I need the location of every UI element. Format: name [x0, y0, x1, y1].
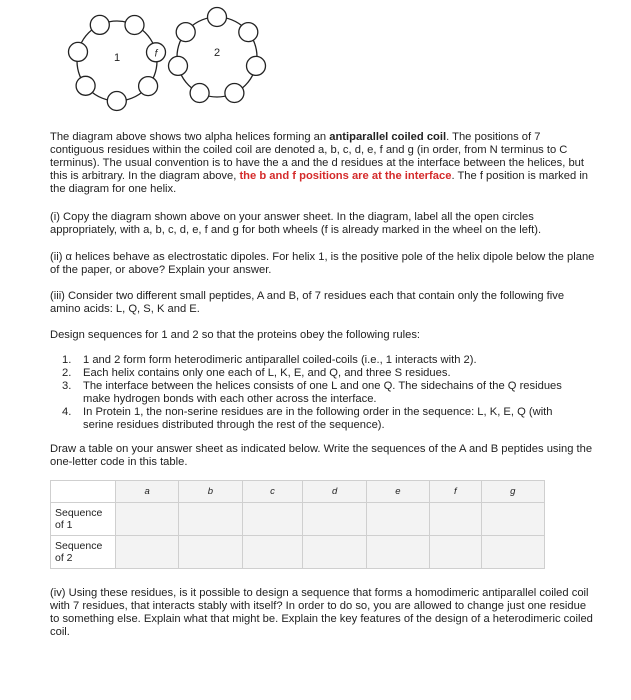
row-label-sequence-2: Sequence of 2 [51, 536, 116, 569]
table-cell [242, 536, 303, 569]
residue-circle [208, 8, 227, 27]
residue-circle [190, 84, 209, 103]
table-cell [430, 536, 482, 569]
draw-table-instruction: Draw a table on your answer sheet as indicated below. Write the sequences of the A and B peptides using the one-letter code in this table. [50, 443, 593, 468]
residue-circle [225, 84, 244, 103]
table-cell [242, 503, 303, 536]
table-header-row [51, 481, 545, 503]
residue-circle [239, 23, 258, 42]
residue-circle [139, 77, 158, 96]
interface-highlight: the b and f positions are at the interface [239, 170, 452, 182]
question-2: (ii) α helices behave as electrostatic dipoles. For helix 1, is the positive pole of the helix dipole below the plane of the paper, or above? Explain your answer. [50, 251, 595, 276]
table-cell [179, 536, 242, 569]
f-position-label: f [154, 48, 158, 60]
column-header-g: g [481, 481, 544, 503]
helix-2-label: 2 [213, 47, 221, 59]
helical-wheel-diagram [55, 5, 285, 115]
table-cell [116, 536, 179, 569]
table-cell [366, 536, 429, 569]
design-instruction: Design sequences for 1 and 2 so that the proteins obey the following rules: [50, 329, 421, 341]
table-cell [116, 503, 179, 536]
column-header-f: f [430, 481, 482, 503]
sequence-table [50, 480, 545, 569]
column-header-e: e [366, 481, 429, 503]
residue-circle [107, 92, 126, 111]
table-cell [179, 503, 242, 536]
residue-circle [69, 42, 88, 61]
table-cell [366, 503, 429, 536]
residue-circle [176, 23, 195, 42]
column-header-c: c [242, 481, 303, 503]
table-cell [303, 536, 366, 569]
antiparallel-coiled-coil-term: antiparallel coiled coil [329, 131, 447, 143]
row-label-sequence-1: Sequence of 1 [51, 503, 116, 536]
residue-circle [76, 76, 95, 95]
intro-paragraph: The diagram above shows two alpha helices forming an antiparallel coiled coil. The positions of 7 contiguous residues within the coiled coil are denoted a, b, c, d, e, f and g (in order, from N terminus to C terminus). The usual convention is to have the a and the d residues at the interface between the helices, but this is arbitrary. In the diagram above, the b and f positions are at the interface. The f position is marked in the diagram for one helix. [50, 131, 589, 195]
residue-circle [90, 15, 109, 34]
table-cell [481, 536, 544, 569]
helix-1-label: 1 [113, 52, 121, 64]
residue-circle [169, 56, 188, 75]
question-3: (iii) Consider two different small peptides, A and B, of 7 residues each that contain only the following five amino acids: L, Q, S, K and E. [50, 290, 565, 315]
table-cell [430, 503, 482, 536]
column-header-d: d [303, 481, 366, 503]
table-row [51, 536, 545, 569]
table-row [51, 503, 545, 536]
residue-circle [125, 16, 144, 35]
corner-cell [51, 481, 116, 503]
column-header-b: b [179, 481, 242, 503]
question-1: (i) Copy the diagram shown above on your answer sheet. In the diagram, label all the open circles appropriately, with a, b, c, d, e, f and g for both wheels (f is already marked in the wheel on the left). [50, 211, 542, 236]
question-4: (iv) Using these residues, is it possible to design a sequence that forms a homodimeric antiparallel coiled coil with 7 residues, that interacts stably with itself? In order to do so, you are allowed to change just one residue to something else. Explain what that might be. Explain the key features of the design of a heterodimeric coiled coil. [50, 587, 593, 638]
column-header-a: a [116, 481, 179, 503]
residue-circle [247, 56, 266, 75]
table-cell [303, 503, 366, 536]
table-cell [481, 503, 544, 536]
